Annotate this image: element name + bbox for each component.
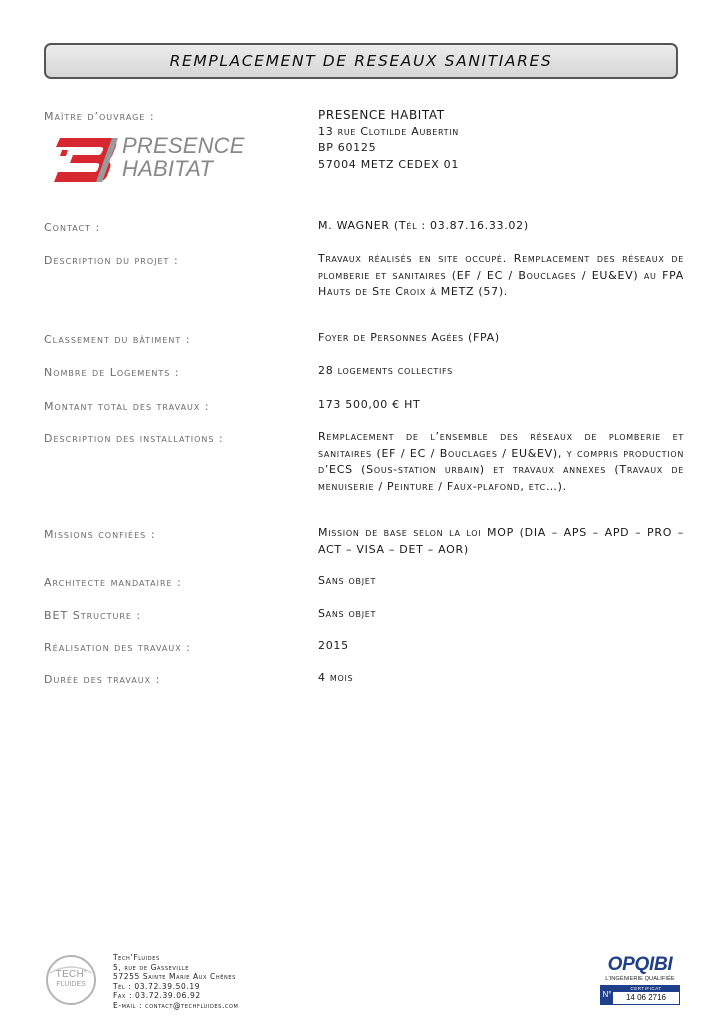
realisation-label: Réalisation des travaux : xyxy=(44,641,191,654)
opqibi-tagline: L'INGÉNIERIE QUALIFIÉE xyxy=(605,976,675,982)
opqibi-logo-text: OPQIBI xyxy=(607,954,673,975)
certificate-label: CERTIFICAT xyxy=(613,986,679,992)
installations-label: Description des installations : xyxy=(44,432,224,445)
building-class-label: Classement du bâtiment : xyxy=(44,333,191,346)
certificate-n-label: N° xyxy=(601,986,613,1004)
structure-value: Sans objet xyxy=(318,607,377,620)
owner-address-line: BP 60125 xyxy=(318,141,377,154)
footer-address xyxy=(113,953,238,1011)
opqibi-certification-badge xyxy=(598,954,682,1006)
techfluides-logo xyxy=(42,953,100,1007)
certificate-box xyxy=(600,985,680,1005)
logo-word: PRESENCE xyxy=(122,133,245,158)
page-title: REMPLACEMENT DE RESEAUX SANITIARES xyxy=(169,52,553,70)
logo-word: HABITAT xyxy=(122,156,214,181)
presence-habitat-wordmark xyxy=(122,134,245,180)
footer-address-line: Tél : 03.72.39.50.19 xyxy=(113,981,201,991)
duration-value: 4 mois xyxy=(318,671,354,684)
contact-value: M. WAGNER (Tél : 03.87.16.33.02) xyxy=(318,219,529,232)
duration-label: Durée des travaux : xyxy=(44,673,161,686)
presence-habitat-mark-icon xyxy=(52,134,120,184)
realisation-value: 2015 xyxy=(318,639,349,652)
footer-address-line: 57255 Sainte Marie Aux Chênes xyxy=(113,972,236,982)
footer-address-line: Tech’Fluides xyxy=(113,953,160,962)
certificate-number: 14 06 2716 xyxy=(625,993,667,1002)
contact-label: Contact : xyxy=(44,221,101,234)
project-description-value: Travaux réalisés en site occupé. Remplacement des réseaux de plomberie et sanitaires (EF / EC / Bouclages / EU&EV) au FPA Hauts de Ste Croix à METZ (57). xyxy=(318,252,684,298)
total-amount-value: 173 500,00 € HT xyxy=(318,398,421,411)
title-banner xyxy=(44,43,678,79)
structure-label: BET Structure : xyxy=(44,609,142,622)
owner-label: Maître d’ouvrage : xyxy=(44,110,155,123)
footer-address-line: 5, rue de Gasseville xyxy=(113,962,189,972)
owner-info xyxy=(318,107,684,173)
housing-count-label: Nombre de Logements : xyxy=(44,366,180,379)
missions-label: Missions confiées : xyxy=(44,528,156,541)
total-amount-label: Montant total des travaux : xyxy=(44,400,210,413)
architect-label: Architecte mandataire : xyxy=(44,576,182,589)
techfluides-logo-name: TECH' xyxy=(55,969,87,980)
architect-value: Sans objet xyxy=(318,574,377,587)
building-class-value: Foyer de Personnes Agées (FPA) xyxy=(318,331,500,344)
owner-name: PRESENCE HABITAT xyxy=(318,108,445,122)
missions-value: Mission de base selon la loi MOP (DIA – APS – APD – PRO – ACT – VISA – DET – AOR) xyxy=(318,526,684,556)
footer-address-line: Fax : 03.72.39.06.92 xyxy=(113,991,201,1001)
owner-address-line: 57004 METZ CEDEX 01 xyxy=(318,157,460,171)
footer-address-line: E-mail : contact@techfluides.com xyxy=(113,1000,239,1010)
presence-habitat-logo xyxy=(52,134,262,184)
project-description-label: Description du projet : xyxy=(44,254,179,267)
techfluides-logo-sub: FLUIDES xyxy=(56,981,86,988)
techfluides-circle-icon xyxy=(42,953,100,1007)
owner-address-line: 13 rue Clotilde Aubertin xyxy=(318,124,459,138)
installations-value: Remplacement de l’ensemble des réseaux de plomberie et sanitaires (EF / EC / Bouclages / EU&EV), y compris production d’ECS (Sous-station urbain) et travaux annexes (Travaux de menuiserie / Peinture / Faux-plafond, etc…). xyxy=(318,430,684,493)
housing-count-value: 28 logements collectifs xyxy=(318,364,453,377)
